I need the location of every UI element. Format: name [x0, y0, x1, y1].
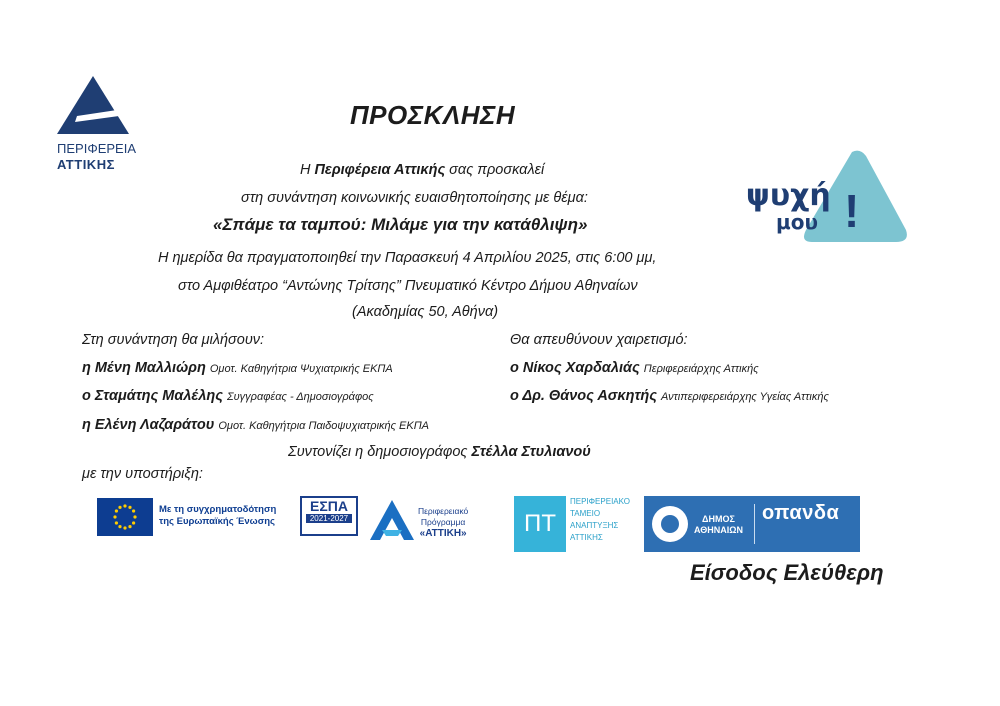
eu-text-line1: Με τη συγχρηματοδότηση [159, 504, 277, 515]
attiki-a-icon [368, 498, 416, 542]
eu-text-line2: της Ευρωπαϊκής Ένωσης [159, 516, 275, 527]
ptaa-logo [514, 496, 634, 593]
greeting-name: ο Δρ. Θάνος Ασκητής [510, 388, 657, 404]
eu-text [159, 504, 276, 528]
eu-flag-icon [97, 498, 153, 536]
speaker-item [82, 360, 393, 376]
mou-word: μου [776, 210, 818, 234]
speaker-role: Συγγραφέας - Δημοσιογράφος [227, 391, 374, 403]
region-triangle-icon [57, 76, 129, 134]
psyxi-mou-logo [740, 148, 910, 248]
speaker-role: Ομοτ. Καθηγήτρια Παιδοψυχιατρικής ΕΚΠΑ [218, 420, 430, 432]
program-line1: Περιφερειακό [418, 506, 469, 516]
invitation-line1-pre: Η [300, 162, 315, 178]
dimos-athinaion-opanda-logo [644, 496, 860, 552]
speaker-name: ο Σταμάτης Μαλέλης [82, 388, 223, 404]
invitation-line2: στη συνάντηση κοινωνικής ευαισθητοποίησης με θέμα: [241, 190, 588, 206]
moderator-name: Στέλλα Στυλιανού [471, 444, 591, 460]
dimos-line2: ΑΘΗΝΑΙΩΝ [694, 525, 743, 535]
dimos-seal-icon [652, 506, 688, 542]
invitation-line1 [300, 162, 544, 178]
espa-logo [300, 496, 358, 536]
ptaa-mark: ΠΤ αα [514, 496, 566, 552]
moderator-line [288, 444, 591, 460]
psyxi-word: ψυχή [746, 178, 831, 213]
opanda-name: οπανδα [762, 502, 840, 524]
ptaa-line2: ΤΑΜΕΙΟ [570, 509, 601, 518]
region-attiki-logo [57, 76, 157, 172]
page-title: ΠΡΟΣΚΛΗΣΗ [350, 100, 516, 130]
speaker-name: η Μένη Μαλλιώρη [82, 360, 206, 376]
greeting-role: Αντιπεριφερειάρχης Υγείας Αττικής [661, 391, 829, 403]
invitation-line1-post: σας προσκαλεί [445, 162, 545, 178]
speaker-role: Ομοτ. Καθηγήτρια Ψυχιατρικής ΕΚΠΑ [209, 363, 393, 375]
ptaa-line3: ΑΝΑΠΤΥΞΗΣ [570, 521, 619, 530]
speaker-item [82, 417, 429, 433]
free-entry: Είσοδος Ελεύθερη [690, 560, 884, 585]
speaker-item [82, 388, 374, 404]
greeting-item [510, 360, 759, 376]
greeting-item [510, 388, 829, 404]
ptaa-line1: ΠΕΡΙΦΕΡΕΙΑΚΟ [570, 497, 630, 506]
eu-cofunding-logo [97, 498, 289, 536]
program-line3: «ΑΤΤΙΚΗ» [419, 528, 467, 539]
greetings-heading: Θα απευθύνουν χαιρετισμό: [510, 332, 688, 348]
event-venue: στο Αμφιθέατρο “Αντώνης Τρίτσης” Πνευματικό Κέντρο Δήμου Αθηναίων [178, 278, 638, 294]
region-name-line1: ΠΕΡΙΦΕΡΕΙΑ [57, 141, 137, 156]
dimos-line1: ΔΗΜΟΣ [702, 514, 735, 524]
attiki-program-logo [368, 498, 488, 542]
greeting-name: ο Νίκος Χαρδαλιάς [510, 360, 640, 376]
invitation-org: Περιφέρεια Αττικής [314, 162, 446, 178]
speaker-name: η Ελένη Λαζαράτου [82, 417, 215, 433]
exclamation-icon: ! [844, 185, 860, 237]
moderator-pre: Συντονίζει η δημοσιογράφος [288, 444, 472, 460]
program-line2: Πρόγραμμα [420, 517, 466, 527]
espa-years: 2021-2027 [306, 514, 352, 523]
program-text [418, 506, 468, 539]
event-date: Η ημερίδα θα πραγματοποιηθεί την Παρασκευή 4 Απριλίου 2025, στις 6:00 μμ, [158, 250, 657, 266]
speakers-heading: Στη συνάντηση θα μιλήσουν: [82, 332, 265, 348]
region-name-line2: ΑΤΤΙΚΗΣ [57, 157, 115, 172]
event-topic: «Σπάμε τα ταμπού: Μιλάμε για την κατάθλιψη» [213, 215, 588, 234]
support-label: με την υποστήριξη: [82, 466, 203, 482]
dimos-divider [754, 504, 755, 544]
dimos-name [694, 514, 743, 536]
ptaa-line4: ΑΤΤΙΚΗΣ [570, 533, 603, 542]
espa-name: ΕΣΠΑ [310, 498, 348, 514]
event-address: (Ακαδημίας 50, Αθήνα) [352, 304, 499, 320]
ptaa-text [570, 496, 630, 544]
greeting-role: Περιφερειάρχης Αττικής [643, 363, 759, 375]
